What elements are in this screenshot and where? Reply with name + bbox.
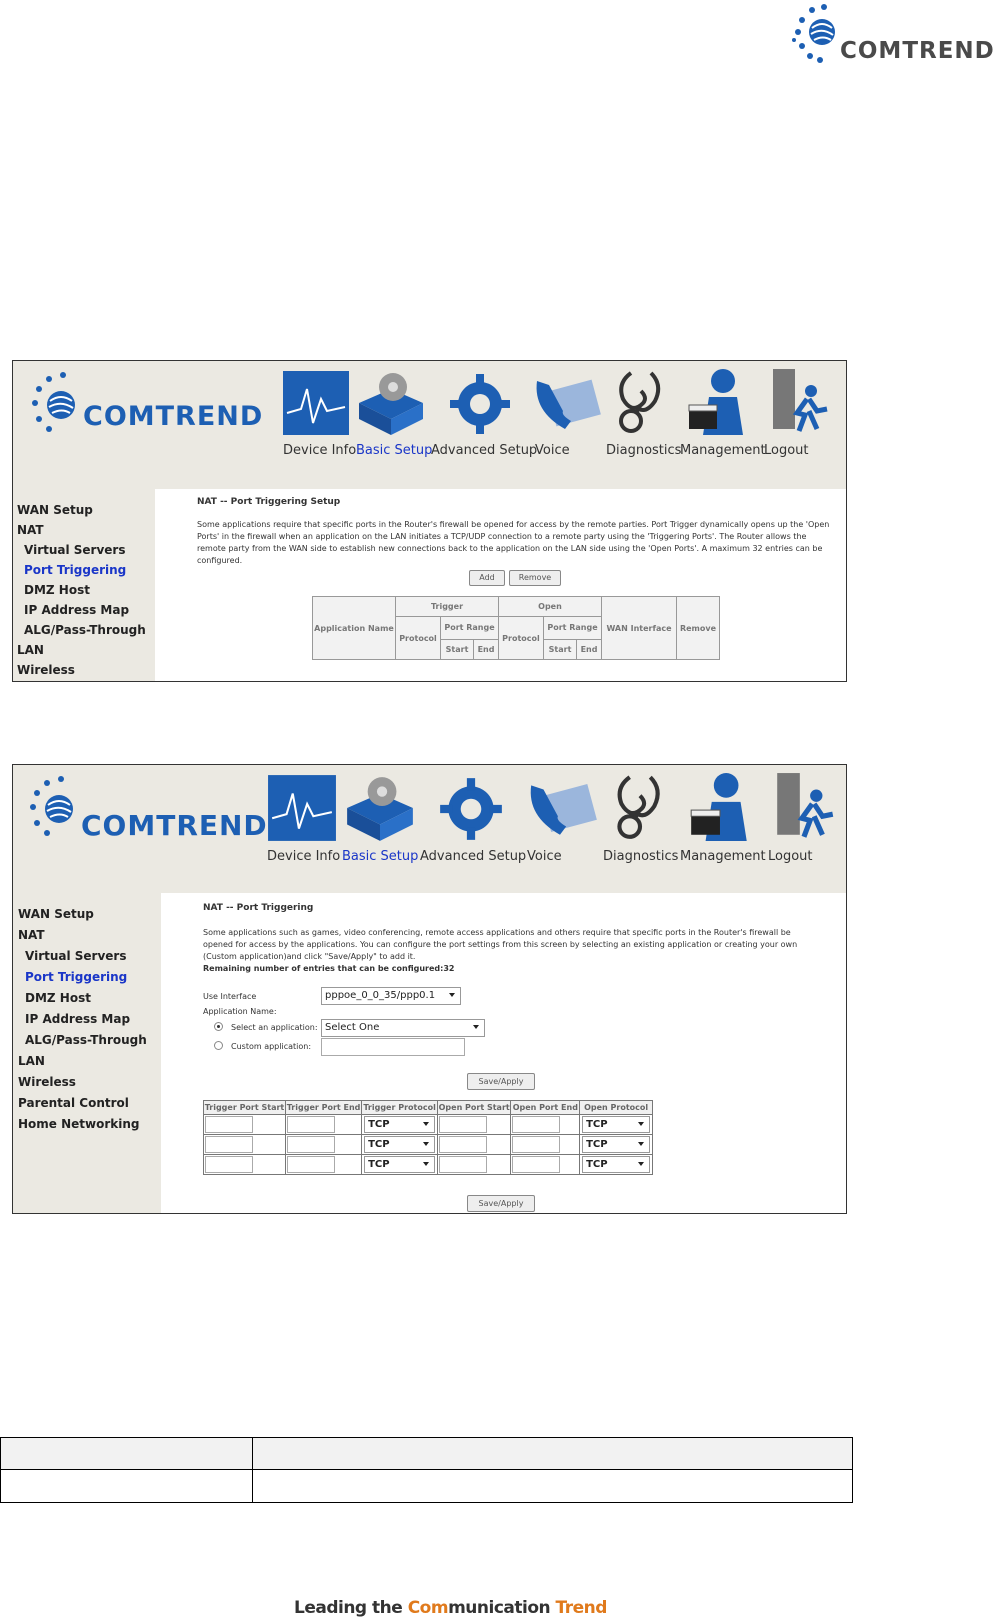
sidebar-item-home-networking[interactable]: Home Networking [18,1117,140,1131]
advanced-setup-icon[interactable] [435,775,507,843]
voice-icon[interactable] [525,775,597,841]
tagline-part-4: Trend [555,1598,607,1618]
sidebar-item-alg[interactable]: ALG/Pass-Through [24,623,146,637]
port-trigger-entry-table [203,1100,653,1175]
col-open-start: Start [543,639,576,659]
save-apply-button-bottom[interactable]: Save/Apply [467,1195,535,1212]
trigger-port-start-input[interactable] [205,1156,253,1173]
col-open-protocol: Protocol [498,617,543,660]
select-application-select[interactable] [321,1019,485,1037]
table-cell [253,1470,853,1503]
screenshot-port-triggering-setup [12,360,847,682]
sidebar-item-port-triggering[interactable]: Port Triggering [24,563,127,577]
chevron-down-icon [423,1122,429,1126]
col-application-name: Application Name [313,597,396,660]
sidebar [13,893,159,1213]
col-trigger-start: Start [441,639,474,659]
use-interface-select[interactable] [321,987,461,1005]
nav-voice[interactable]: Voice [527,849,562,864]
open-port-start-input[interactable] [439,1136,487,1153]
page-title: NAT -- Port Triggering [203,903,314,913]
nav-management[interactable]: Management [680,849,766,864]
table-header-cell [1,1438,253,1470]
select-application-label: Select an application: [231,1023,318,1032]
col-open-port-range: Port Range [543,617,601,639]
open-protocol-select[interactable] [582,1156,650,1173]
tagline-part-2: Com [407,1598,449,1618]
nav-advanced-setup[interactable]: Advanced Setup [431,443,538,458]
use-interface-value: pppoe_0_0_35/ppp0.1 [325,990,436,1001]
table-row [204,1115,653,1135]
trigger-port-start-input[interactable] [205,1136,253,1153]
trigger-protocol-select[interactable] [364,1136,435,1153]
device-info-icon[interactable] [281,369,351,437]
col-open-port-end: Open Port End [511,1101,580,1115]
page-title: NAT -- Port Triggering Setup [197,497,341,507]
sidebar-item-wireless[interactable]: Wireless [18,1075,76,1089]
trigger-port-start-input[interactable] [205,1116,253,1133]
col-open-port-start: Open Port Start [437,1101,510,1115]
chevron-down-icon [449,993,455,997]
comtrend-logo-icon [23,367,83,437]
page-description: Some applications require that specific ports in the Router's firewall be opened for access by the remote parties. Port Trigger dynamically opens up the 'Open Ports' in the firewall when an application on the LAN initiates a TCP/UDP connection to a remote party using the 'Triggering Ports'. The Router allows the remote party from the WAN side to establish new connections back to the application on the LAN side using the 'Open Ports'. A maximum 32 entries can be configured. [197,520,830,565]
trigger-port-end-input[interactable] [287,1116,335,1133]
sidebar-item-wan-setup[interactable]: WAN Setup [17,503,93,517]
nav-management[interactable]: Management [680,443,766,458]
footer-tagline [294,1598,607,1618]
col-trigger: Trigger [396,597,499,617]
sidebar-item-nat[interactable]: NAT [18,928,45,942]
add-button[interactable]: Add [469,570,505,586]
open-port-end-input[interactable] [512,1156,560,1173]
table-row [204,1135,653,1155]
main-content [161,893,846,1213]
sidebar-item-port-triggering[interactable]: Port Triggering [25,970,128,984]
sidebar [13,489,153,681]
tagline-part-3: munication [448,1598,556,1618]
sidebar-item-dmz-host[interactable]: DMZ Host [24,583,90,597]
management-icon[interactable] [687,771,755,843]
open-protocol-select[interactable] [582,1136,650,1153]
trigger-port-end-input[interactable] [287,1136,335,1153]
comtrend-logo-text: COMTREND [83,401,264,432]
nav-diagnostics[interactable]: Diagnostics [606,443,682,458]
nav-logout[interactable]: Logout [768,849,813,864]
col-wan-interface: WAN Interface [602,597,677,660]
col-open-protocol: Open Protocol [580,1101,653,1115]
sidebar-item-lan[interactable]: LAN [18,1054,45,1068]
nav-advanced-setup[interactable]: Advanced Setup [420,849,527,864]
nav-device-info[interactable]: Device Info [267,849,341,864]
chevron-down-icon [638,1122,644,1126]
custom-application-radio[interactable] [214,1041,223,1050]
logo-globe-icon [790,2,846,64]
sidebar-item-virtual-servers[interactable]: Virtual Servers [25,949,127,963]
trigger-protocol-value: TCP [368,1119,390,1130]
sidebar-item-ip-address-map[interactable]: IP Address Map [25,1012,131,1026]
nav-basic-setup[interactable]: Basic Setup [342,849,419,864]
voice-icon[interactable] [531,371,601,435]
trigger-protocol-select[interactable] [364,1156,435,1173]
save-apply-button-top[interactable]: Save/Apply [467,1073,535,1090]
open-protocol-value: TCP [586,1139,608,1150]
sidebar-item-nat[interactable]: NAT [17,523,44,537]
application-name-label: Application Name: [203,1007,277,1016]
select-application-value: Select One [325,1022,380,1033]
trigger-protocol-value: TCP [368,1159,390,1170]
col-remove: Remove [677,597,720,660]
custom-application-input[interactable] [321,1038,465,1056]
sidebar-item-dmz-host[interactable]: DMZ Host [25,991,91,1005]
custom-application-label: Custom application: [231,1042,312,1051]
diagnostics-icon[interactable] [611,771,669,843]
col-open: Open [498,597,601,617]
sidebar-item-parental-control[interactable]: Parental Control [18,1096,129,1110]
screenshot-port-triggering-add [12,764,847,1214]
main-content [155,489,846,681]
chevron-down-icon [638,1142,644,1146]
nav-logout[interactable]: Logout [764,443,809,458]
port-trigger-table [312,596,720,660]
col-trigger-protocol: Trigger Protocol [362,1101,438,1115]
sidebar-item-lan[interactable]: LAN [17,643,44,657]
comtrend-logo-text: COMTREND [81,809,268,842]
use-interface-label: Use Interface [203,992,257,1001]
document-table [0,1437,853,1503]
nav-device-info[interactable]: Device Info [283,443,357,458]
nav-basic-setup[interactable]: Basic Setup [356,443,433,458]
header [13,361,846,489]
chevron-down-icon [473,1025,479,1029]
logout-icon[interactable] [775,771,837,843]
sidebar-item-alg[interactable]: ALG/Pass-Through [25,1033,147,1047]
header [13,765,846,893]
logo-text: COMTREND [840,38,995,64]
diagnostics-icon[interactable] [613,367,669,437]
page-logo [790,2,998,64]
sidebar-item-ip-address-map[interactable]: IP Address Map [24,603,130,617]
trigger-protocol-value: TCP [368,1139,390,1150]
open-port-start-input[interactable] [439,1156,487,1173]
trigger-protocol-select[interactable] [364,1116,435,1133]
tagline-part-1: Leading the [294,1598,408,1618]
table-cell [1,1470,253,1503]
logout-icon[interactable] [771,367,831,437]
remove-button[interactable]: Remove [509,570,561,586]
col-trigger-protocol: Protocol [396,617,441,660]
chevron-down-icon [423,1142,429,1146]
table-header-cell [253,1438,853,1470]
comtrend-logo-icon [21,771,81,841]
table-row [204,1155,653,1175]
select-application-radio[interactable] [214,1022,223,1031]
open-protocol-value: TCP [586,1119,608,1130]
nav-diagnostics[interactable]: Diagnostics [603,849,679,864]
management-icon[interactable] [685,367,751,437]
chevron-down-icon [423,1162,429,1166]
chevron-down-icon [638,1162,644,1166]
open-port-end-input[interactable] [512,1116,560,1133]
page-description: Some applications such as games, video conferencing, remote access applications and others require that specific ports in the Router's firewall be opened for access by the applications. You can configure the port settings from this screen by selecting an existing application or creating your own (Custom application)and click "Save/Apply" to add it. [203,928,798,961]
remaining-entries: Remaining number of entries that can be configured:32 [203,964,455,973]
advanced-setup-icon[interactable] [445,371,515,437]
open-protocol-value: TCP [586,1159,608,1170]
basic-setup-icon[interactable] [343,773,417,843]
sidebar-item-wireless[interactable]: Wireless [17,663,75,677]
open-protocol-select[interactable] [582,1116,650,1133]
sidebar-item-virtual-servers[interactable]: Virtual Servers [24,543,126,557]
col-trigger-port-start: Trigger Port Start [204,1101,286,1115]
nav-voice[interactable]: Voice [535,443,570,458]
col-trigger-port-end: Trigger Port End [285,1101,361,1115]
device-info-icon[interactable] [266,773,338,843]
col-trigger-port-range: Port Range [441,617,499,639]
col-open-end: End [577,639,602,659]
open-port-end-input[interactable] [512,1136,560,1153]
sidebar-item-wan-setup[interactable]: WAN Setup [18,907,94,921]
trigger-port-end-input[interactable] [287,1156,335,1173]
col-trigger-end: End [474,639,499,659]
open-port-start-input[interactable] [439,1116,487,1133]
basic-setup-icon[interactable] [355,369,427,437]
